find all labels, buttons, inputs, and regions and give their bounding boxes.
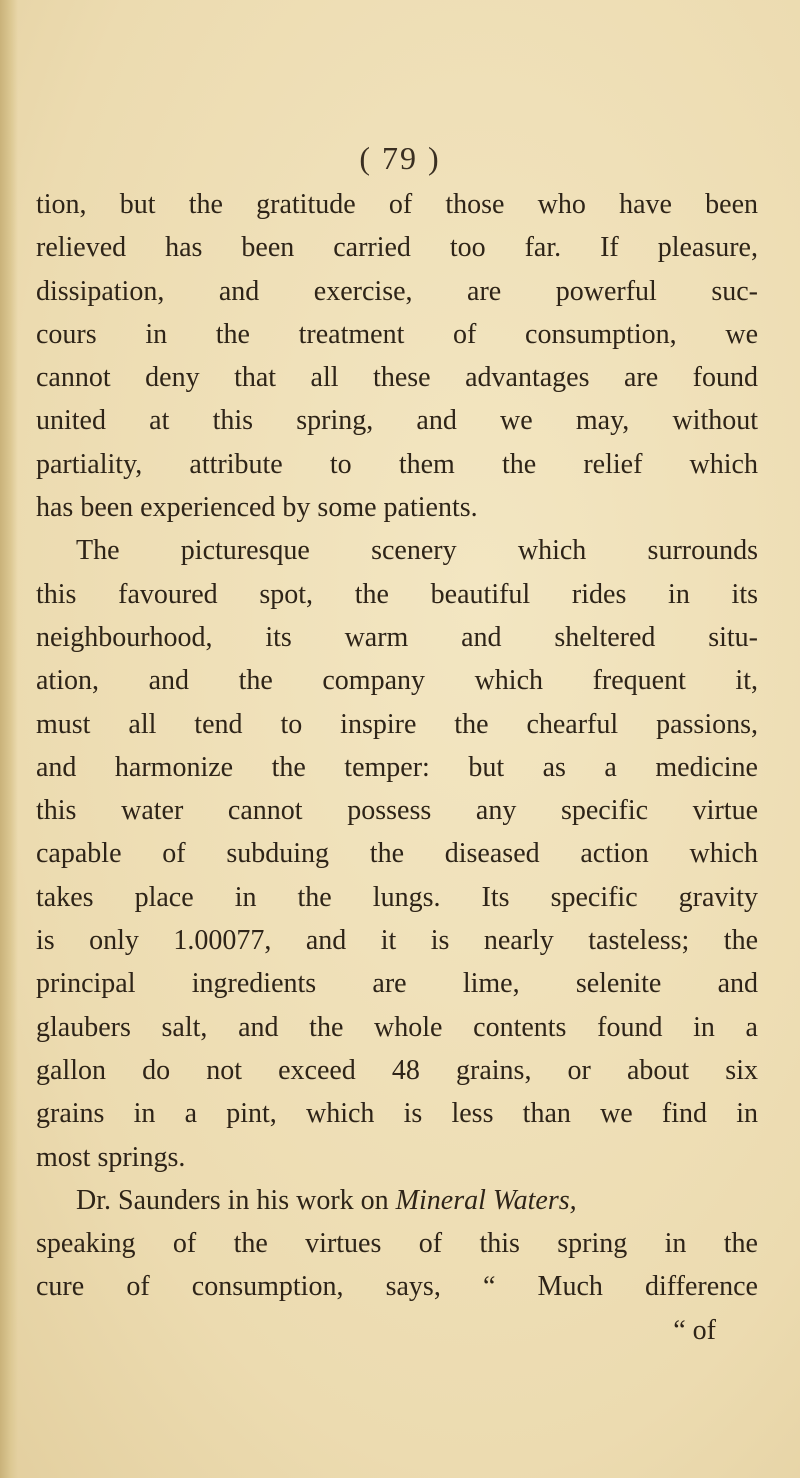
- text-line: this favoured spot, the beautiful rides in its: [36, 578, 758, 610]
- text-line: cannot deny that all these advantages are found: [36, 362, 758, 394]
- text-line: takes place in the lungs. Its specific gravity: [36, 881, 758, 913]
- text-line: must all tend to inspire the chearful passions,: [36, 708, 758, 740]
- text-line: cure of consumption, says, “ Much difference: [36, 1271, 758, 1303]
- saunders-text: Dr. Saunders in his work on: [76, 1184, 396, 1216]
- text-line: united at this spring, and we may, without: [36, 405, 758, 437]
- text-line: is only 1.00077, and it is nearly tasteless; the: [36, 925, 758, 957]
- text-line: neighbourhood, its warm and sheltered situ-: [36, 621, 758, 653]
- text-line: grains in a pint, which is less than we find in: [36, 1098, 758, 1130]
- text-line: glaubers salt, and the whole contents found in a: [36, 1011, 758, 1043]
- text-line: most springs.: [36, 1141, 186, 1173]
- text-line: this water cannot possess any specific virtue: [36, 795, 758, 827]
- text-line: capable of subduing the diseased action which: [36, 838, 758, 870]
- book-title-mineral-waters: Mineral Waters,: [395, 1184, 577, 1216]
- text-line: cours in the treatment of consumption, we: [36, 318, 758, 350]
- text-line: speaking of the virtues of this spring in the: [36, 1228, 758, 1260]
- text-line: and harmonize the temper: but as a medicine: [36, 751, 758, 783]
- text-line: gallon do not exceed 48 grains, or about six: [36, 1054, 758, 1086]
- text-line: partiality, attribute to them the relief which: [36, 448, 758, 480]
- text-line-saunders: [36, 1179, 758, 1222]
- text-line: ation, and the company which frequent it,: [36, 665, 758, 697]
- text-line: tion, but the gratitude of those who have been: [36, 189, 758, 220]
- text-line: relieved has been carried too far. If pleasure,: [36, 232, 758, 264]
- text-line: principal ingredients are lime, selenite and: [36, 968, 758, 1000]
- text-line: has been experienced by some patients.: [36, 492, 478, 524]
- text-line: dissipation, and exercise, are powerful suc-: [36, 275, 758, 307]
- text-line: The picturesque scenery which surrounds: [76, 535, 758, 567]
- catchword: “ of: [673, 1314, 716, 1346]
- body-text: [36, 183, 758, 1352]
- page-number: ( 79 ): [359, 140, 441, 176]
- page-edge-shadow: [0, 0, 18, 1478]
